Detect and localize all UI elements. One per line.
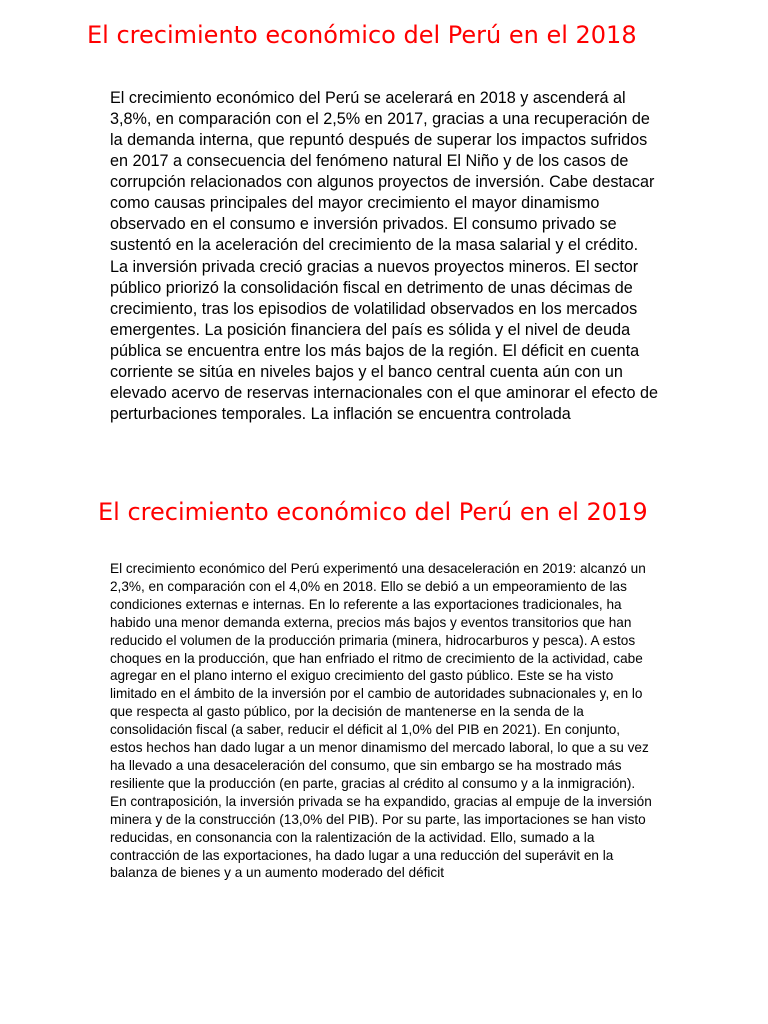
- section-title-2018: El crecimiento económico del Perú en el 2018: [87, 21, 637, 49]
- section-body-2018: El crecimiento económico del Perú se acelerará en 2018 y ascenderá al 3,8%, en comparación con el 2,5% en 2017, gracias a una recuperación de la demanda interna, que repuntó después de superar los impactos sufridos en 2017 a consecuencia del fenómeno natural El Niño y de los casos de corrupción relacionados con algunos proyectos de inversión. Cabe destacar como causas principales del mayor crecimiento el mayor dinamismo observado en el consumo e inversión privados. El consumo privado se sustentó en la aceleración del crecimiento de la masa salarial y el crédito. La inversión privada creció gracias a nuevos proyectos mineros. El sector público priorizó la consolidación fiscal en detrimento de unas décimas de crecimiento, tras los episodios de volatilidad observados en los mercados emergentes. La posición financiera del país es sólida y el nivel de deuda pública se encuentra entre los más bajos de la región. El déficit en cuenta corriente se sitúa en niveles bajos y el banco central cuenta aún con un elevado acervo de reservas internacionales con el que aminorar el efecto de perturbaciones temporales. La inflación se encuentra controlada: [110, 89, 659, 423]
- section-body-2019: El crecimiento económico del Perú experimentó una desaceleración en 2019: alcanzó un 2,3%, en comparación con el 4,0% en 2018. Ello se debió a un empeoramiento de las condiciones externas e internas. En lo referente a las exportaciones tradicionales, ha habido una menor demanda externa, precios más bajos y eventos transitorios que han reducido el volumen de la producción primaria (minera, hidrocarburos y pesca). A estos choques en la producción, que han enfriado el ritmo de crecimiento de la actividad, cabe agregar en el plano interno el exiguo crecimiento del gasto público. Este se ha visto limitado en el ámbito de la inversión por el cambio de autoridades subnacionales y, en lo que respecta al gasto público, por la decisión de mantenerse en la senda de la consolidación fiscal (a saber, reducir el déficit al 1,0% del PIB en 2021). En conjunto, estos hechos han dado lugar a un menor dinamismo del mercado laboral, lo que a su vez ha llevado a una desaceleración del consumo, que sin embargo se ha mostrado más resiliente que la producción (en parte, gracias al crédito al consumo y a la inmigración). En contraposición, la inversión privada se ha expandido, gracias al empuje de la inversión minera y de la construcción (13,0% del PIB). Por su parte, las importaciones se han visto reducidas, en consonancia con la ralentización de la actividad. Ello, sumado a la contracción de las exportaciones, ha dado lugar a una reducción del superávit en la balanza de bienes y a un aumento moderado del déficit: [110, 561, 652, 881]
- section-title-2019: El crecimiento económico del Perú en el 2019: [98, 498, 648, 526]
